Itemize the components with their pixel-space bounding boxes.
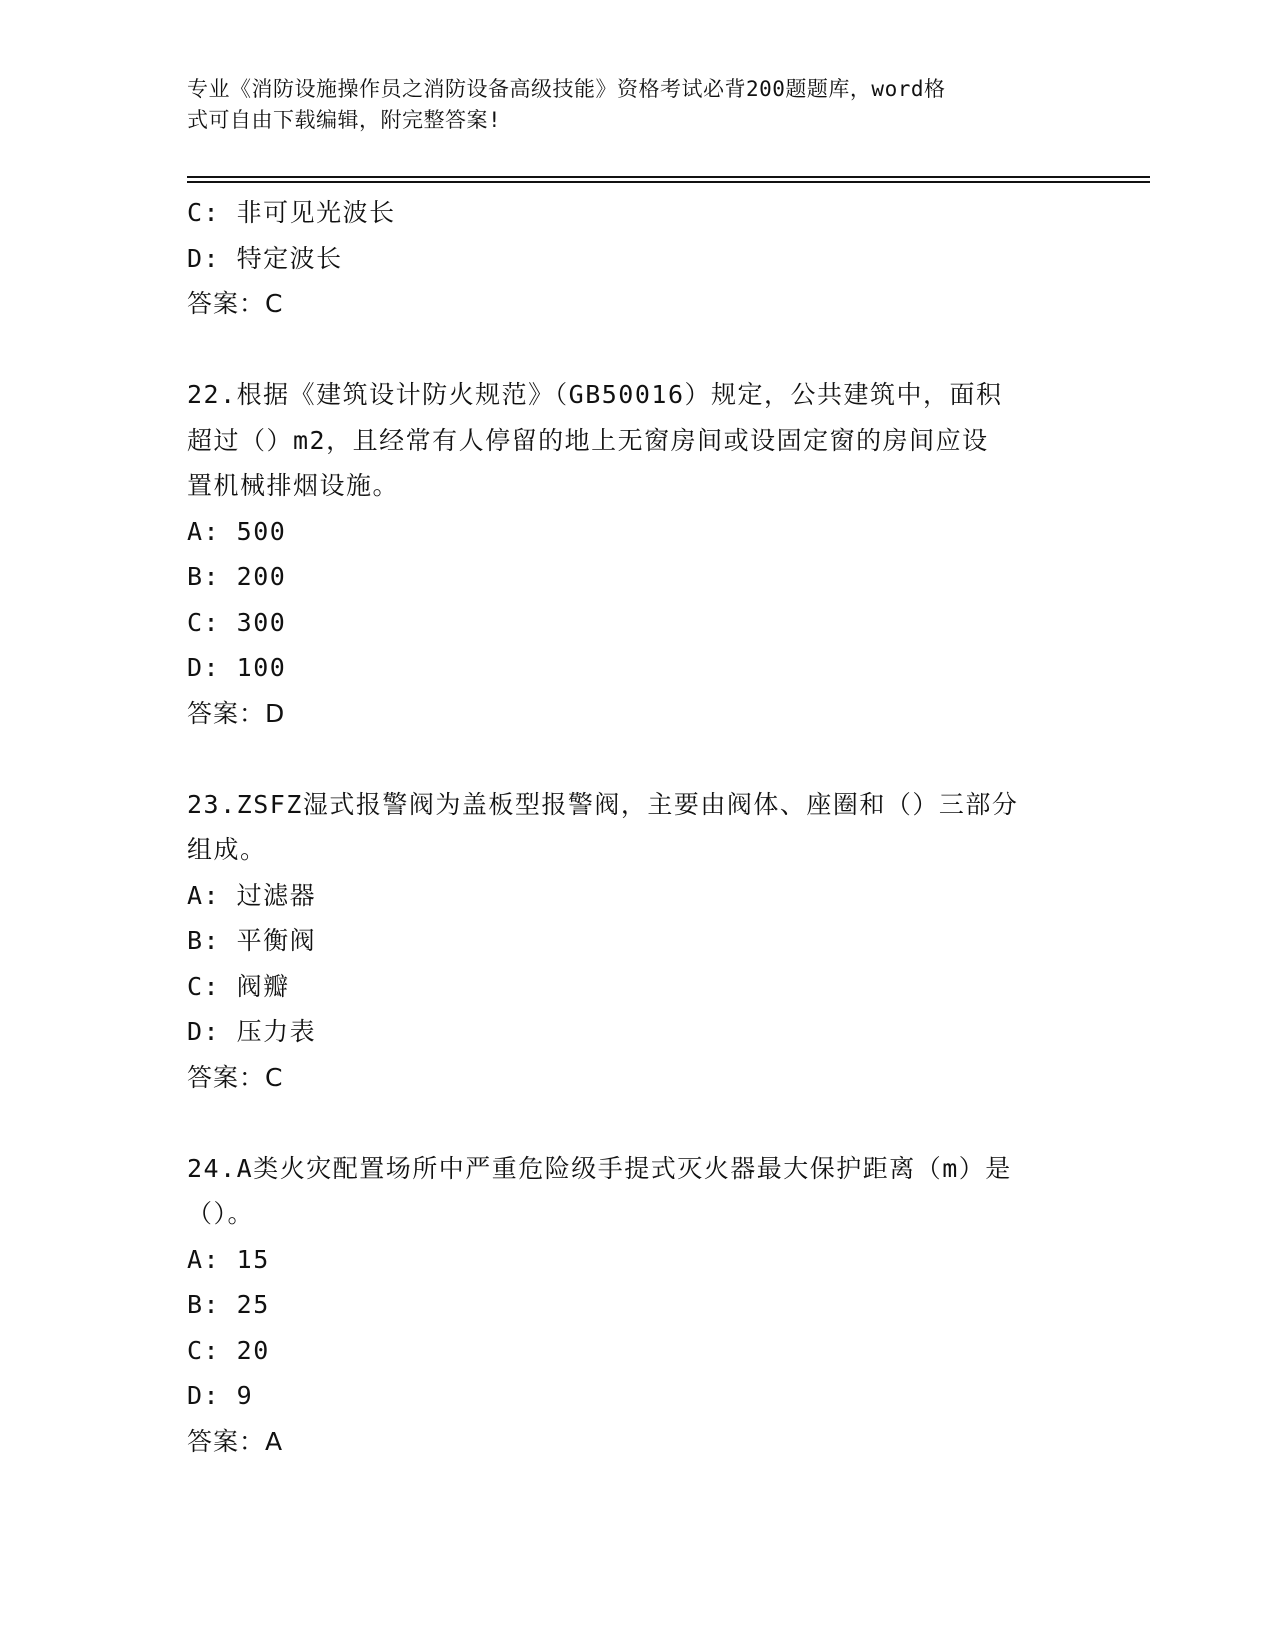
option-a: A: 过滤器 (187, 880, 317, 910)
question-text-line: 超过（）m2，且经常有人停留的地上无窗房间或设固定窗的房间应设 (187, 425, 989, 455)
document-header (187, 74, 1067, 136)
header-divider-bottom (187, 181, 1150, 183)
option-c: C: 20 (187, 1335, 270, 1365)
question-text-line: 22.根据《建筑设计防火规范》（GB50016）规定，公共建筑中，面积 (187, 380, 1003, 409)
option-b: B: 25 (187, 1290, 270, 1319)
option-c: C: 阀瓣 (187, 971, 290, 1001)
option-b: B: 200 (187, 562, 287, 591)
answer-line: 答案：C (187, 1062, 284, 1092)
question-text-line: 组成。 (187, 835, 267, 864)
option-a: A: 500 (187, 516, 287, 546)
question-24 (187, 1146, 1087, 1465)
question-22 (187, 372, 1087, 736)
answer-line: 答案：A (187, 1426, 284, 1456)
option-d: D: 100 (187, 653, 287, 682)
option-d: D: 9 (187, 1381, 254, 1410)
question-text-line: 23.ZSFZ湿式报警阀为盖板型报警阀，主要由阀体、座圈和（）三部分 (187, 789, 1019, 819)
header-line-1: 专业《消防设施操作员之消防设备高级技能》资格考试必背200题题库，word格 (187, 77, 946, 101)
option-a: A: 15 (187, 1244, 270, 1274)
question-text-line: 24.A类火灾配置场所中严重危险级手提式灭火器最大保护距离（m）是 (187, 1153, 1012, 1183)
header-line-2: 式可自由下载编辑，附完整答案! (187, 108, 502, 132)
answer-line: 答案：C (187, 289, 284, 318)
option-b: B: 平衡阀 (187, 926, 317, 955)
option-c: C: 非可见光波长 (187, 198, 396, 227)
answer-line: 答案：D (187, 698, 286, 728)
option-d: D: 特定波长 (187, 243, 343, 273)
option-d: D: 压力表 (187, 1017, 317, 1046)
header-divider-top (187, 176, 1150, 178)
spacer (187, 1100, 1087, 1146)
question-text-line: （）。 (187, 1199, 255, 1228)
prev-question (187, 190, 1087, 327)
option-c: C: 300 (187, 607, 287, 637)
question-23 (187, 782, 1087, 1101)
question-list (187, 190, 1087, 1464)
spacer (187, 327, 1087, 373)
spacer (187, 736, 1087, 782)
question-text-line: 置机械排烟设施。 (187, 471, 400, 500)
